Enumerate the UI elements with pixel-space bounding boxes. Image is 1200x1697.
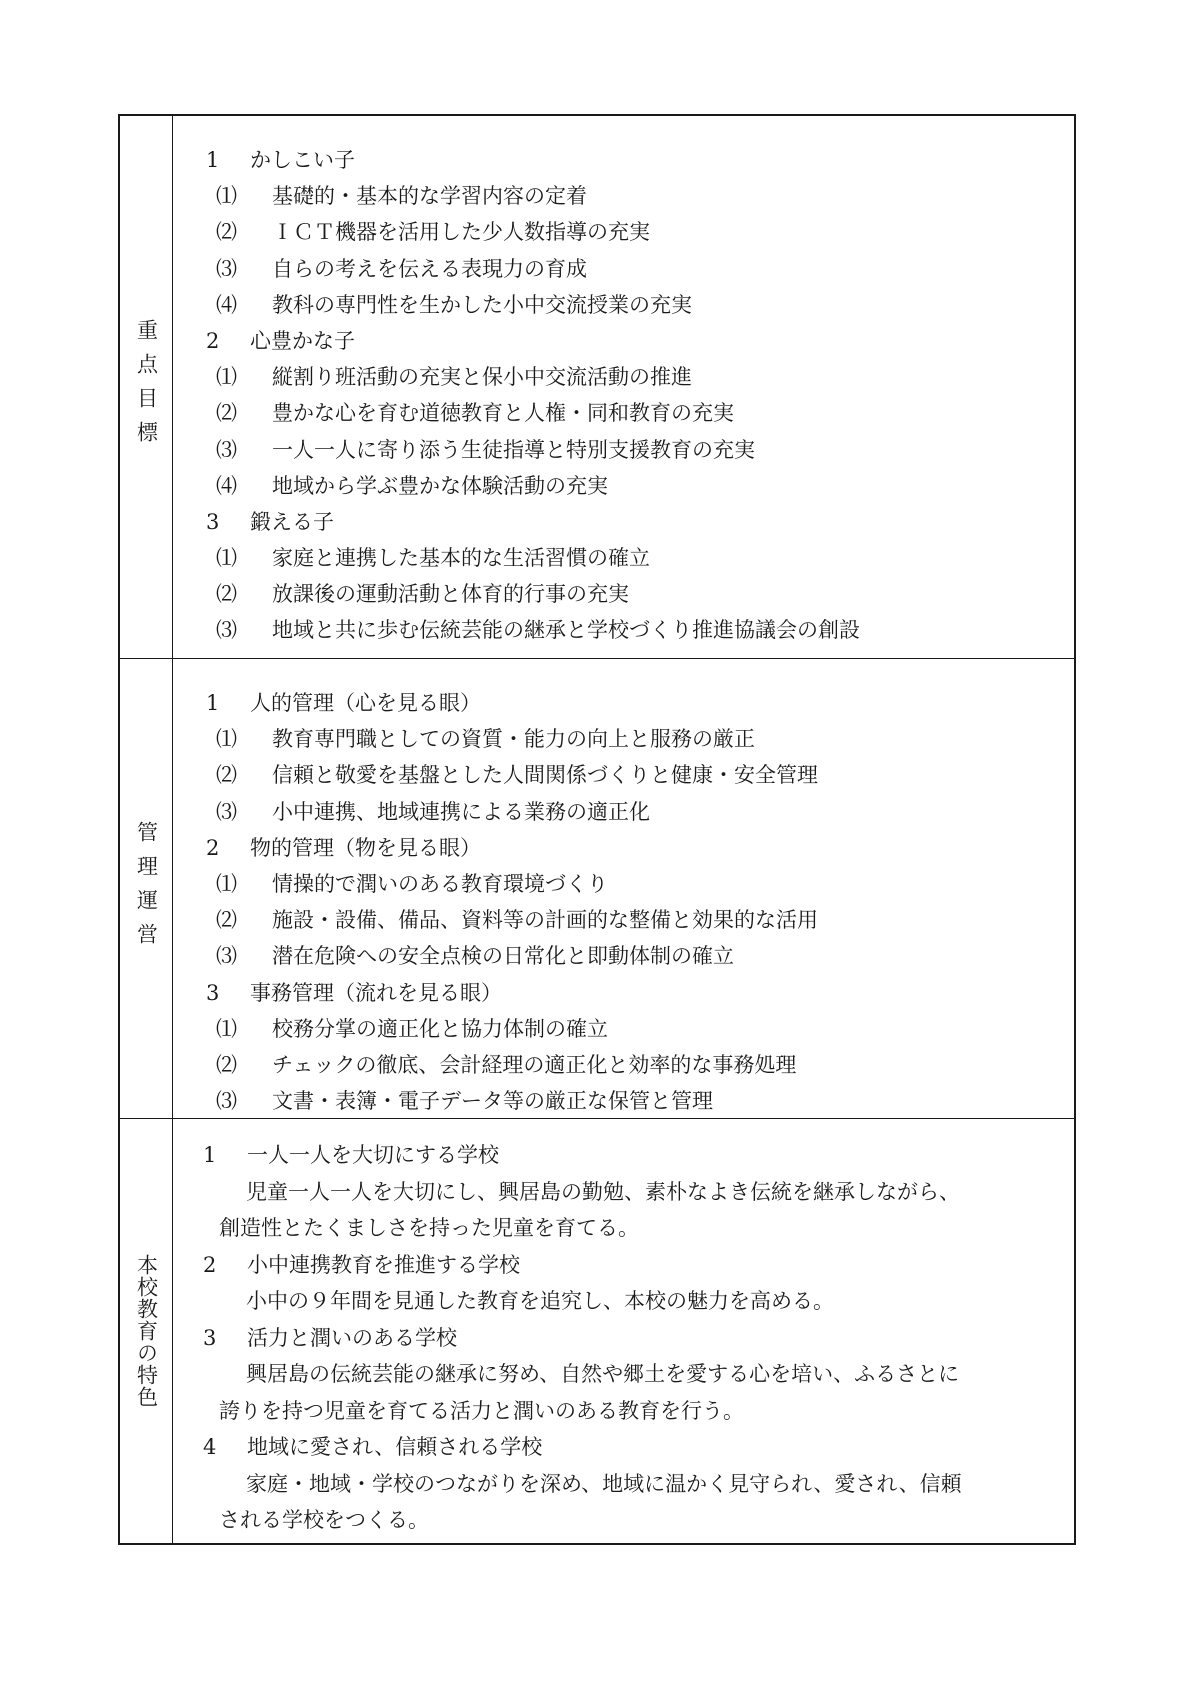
item-number: ⑶ xyxy=(216,256,237,281)
section-title: かしこい子 xyxy=(250,148,355,172)
item-number: ⑵ xyxy=(216,763,237,788)
section-heading xyxy=(206,323,1074,359)
section-heading xyxy=(206,685,1074,721)
item-text: 校務分掌の適正化と協力体制の確立 xyxy=(272,1016,608,1041)
item-number: ⑷ xyxy=(216,473,237,498)
section-title: 事務管理（流れを見る眼） xyxy=(250,980,502,1005)
section-heading xyxy=(203,1137,1074,1174)
item-number: ⑶ xyxy=(216,1089,237,1114)
management-row xyxy=(120,659,1074,1119)
section-title: 物的管理（物を見る眼） xyxy=(250,835,481,860)
item-number: ⑷ xyxy=(216,292,237,317)
list-item xyxy=(206,178,1074,214)
goals-content xyxy=(173,116,1074,658)
item-text: 信頼と敬愛を基盤とした人間関係づくりと健康・安全管理 xyxy=(272,763,818,788)
section-number: 2 xyxy=(206,328,220,353)
paragraph-line: 児童一人一人を大切にし、興居島の勤勉、素朴なよき伝統を継承しながら、 xyxy=(246,1179,960,1204)
section-heading xyxy=(203,1429,1074,1466)
section-number: 3 xyxy=(203,1325,217,1350)
paragraph-line: される学校をつくる。 xyxy=(219,1508,429,1532)
section-heading xyxy=(203,1320,1074,1357)
management-label: 管理運営 xyxy=(134,820,159,957)
list-item xyxy=(206,395,1074,431)
section-heading xyxy=(206,504,1074,540)
management-content xyxy=(173,659,1074,1118)
goals-label-cell xyxy=(120,116,173,658)
features-label: 本校教育の特色 xyxy=(134,1254,159,1408)
paragraph-line: 誇りを持つ児童を育てる活力と潤いのある教育を行う。 xyxy=(219,1398,744,1423)
item-number: ⑵ xyxy=(216,1052,237,1077)
paragraph-line: 興居島の伝統芸能の継承に努め、自然や郷土を愛する心を培い、ふるさとに xyxy=(246,1362,960,1386)
item-text: 教科の専門性を生かした小中交流授業の充実 xyxy=(272,292,692,317)
item-text: 基礎的・基本的な学習内容の定着 xyxy=(272,184,587,209)
list-item xyxy=(206,794,1074,830)
list-item xyxy=(206,1083,1074,1119)
list-item xyxy=(206,612,1074,648)
item-number: ⑵ xyxy=(216,220,237,245)
item-number: ⑴ xyxy=(216,727,237,752)
section-number: 2 xyxy=(203,1252,217,1277)
list-item xyxy=(206,540,1074,576)
item-number: ⑶ xyxy=(216,437,237,462)
list-item xyxy=(206,214,1074,250)
item-number: ⑴ xyxy=(216,1016,237,1041)
section-title: 人的管理（心を見る眼） xyxy=(250,691,481,715)
school-policy-table xyxy=(118,114,1076,1545)
list-item xyxy=(206,359,1074,395)
item-text: 潜在危険への安全点検の日常化と即動体制の確立 xyxy=(272,944,734,969)
section-heading xyxy=(206,142,1074,178)
management-label-cell xyxy=(120,659,173,1118)
section-title: 一人一人を大切にする学校 xyxy=(247,1143,499,1167)
section-number: 1 xyxy=(206,148,220,172)
list-item xyxy=(206,866,1074,902)
item-text: 文書・表簿・電子データ等の厳正な保管と管理 xyxy=(272,1089,713,1114)
item-number: ⑶ xyxy=(216,799,237,824)
paragraph-line: 小中の９年間を見通した教育を追究し、本校の魅力を高める。 xyxy=(246,1289,834,1313)
item-text: 縦割り班活動の充実と保小中交流活動の推進 xyxy=(272,365,692,390)
list-item xyxy=(206,287,1074,323)
list-item xyxy=(206,1011,1074,1047)
list-item xyxy=(206,1047,1074,1083)
section-number: 1 xyxy=(203,1143,217,1167)
item-text: チェックの徹底、会計経理の適正化と効率的な事務処理 xyxy=(272,1052,797,1077)
item-text: 一人一人に寄り添う生徒指導と特別支援教育の充実 xyxy=(272,437,755,462)
section-heading xyxy=(203,1247,1074,1284)
features-content xyxy=(173,1119,1074,1543)
item-text: 情操的で潤いのある教育環境づくり xyxy=(272,871,608,896)
list-item xyxy=(206,432,1074,468)
section-heading xyxy=(206,975,1074,1011)
item-text: 自らの考えを伝える表現力の育成 xyxy=(272,256,587,281)
item-text: 地域と共に歩む伝統芸能の継承と学校づくり推進協議会の創設 xyxy=(272,618,860,643)
item-text: 放課後の運動活動と体育的行事の充実 xyxy=(272,582,629,607)
item-number: ⑵ xyxy=(216,401,237,426)
item-text: 家庭と連携した基本的な生活習慣の確立 xyxy=(272,546,650,571)
section-number: 1 xyxy=(206,691,220,715)
item-text: 施設・設備、備品、資料等の計画的な整備と効果的な活用 xyxy=(272,908,818,933)
paragraph-line: 創造性とたくましさを持った児童を育てる。 xyxy=(219,1216,639,1240)
item-text: 小中連携、地域連携による業務の適正化 xyxy=(272,799,650,824)
section-title: 心豊かな子 xyxy=(250,328,355,353)
features-row xyxy=(120,1119,1074,1543)
item-text: 教育専門職としての資質・能力の向上と服務の厳正 xyxy=(272,727,755,752)
item-number: ⑵ xyxy=(216,908,237,933)
features-label-cell xyxy=(120,1119,173,1543)
section-number: 3 xyxy=(206,980,220,1005)
item-number: ⑴ xyxy=(216,184,237,209)
item-number: ⑶ xyxy=(216,618,237,643)
item-text: 豊かな心を育む道徳教育と人権・同和教育の充実 xyxy=(272,401,734,426)
item-number: ⑴ xyxy=(216,546,237,571)
paragraph-line: 家庭・地域・学校のつながりを深め、地域に温かく見守られ、愛され、信頼 xyxy=(246,1471,962,1496)
section-number: 4 xyxy=(203,1435,217,1459)
list-item xyxy=(206,721,1074,757)
section-title: 地域に愛され、信頼される学校 xyxy=(247,1435,543,1459)
item-number: ⑵ xyxy=(216,582,237,607)
item-text: 地域から学ぶ豊かな体験活動の充実 xyxy=(272,473,608,498)
item-number: ⑴ xyxy=(216,365,237,390)
list-item xyxy=(206,468,1074,504)
goals-label: 重点目標 xyxy=(134,319,159,455)
item-number: ⑴ xyxy=(216,871,237,896)
section-number: 2 xyxy=(206,835,220,860)
item-text: ＩＣＴ機器を活用した少人数指導の充実 xyxy=(272,220,650,245)
section-heading xyxy=(206,830,1074,866)
section-title: 小中連携教育を推進する学校 xyxy=(247,1252,520,1277)
list-item xyxy=(206,576,1074,612)
item-number: ⑶ xyxy=(216,944,237,969)
list-item xyxy=(206,938,1074,974)
list-item xyxy=(206,902,1074,938)
section-title: 鍛える子 xyxy=(250,509,334,534)
section-title: 活力と潤いのある学校 xyxy=(247,1325,457,1350)
goals-row xyxy=(120,116,1074,659)
list-item xyxy=(206,251,1074,287)
list-item xyxy=(206,757,1074,793)
section-number: 3 xyxy=(206,509,220,534)
